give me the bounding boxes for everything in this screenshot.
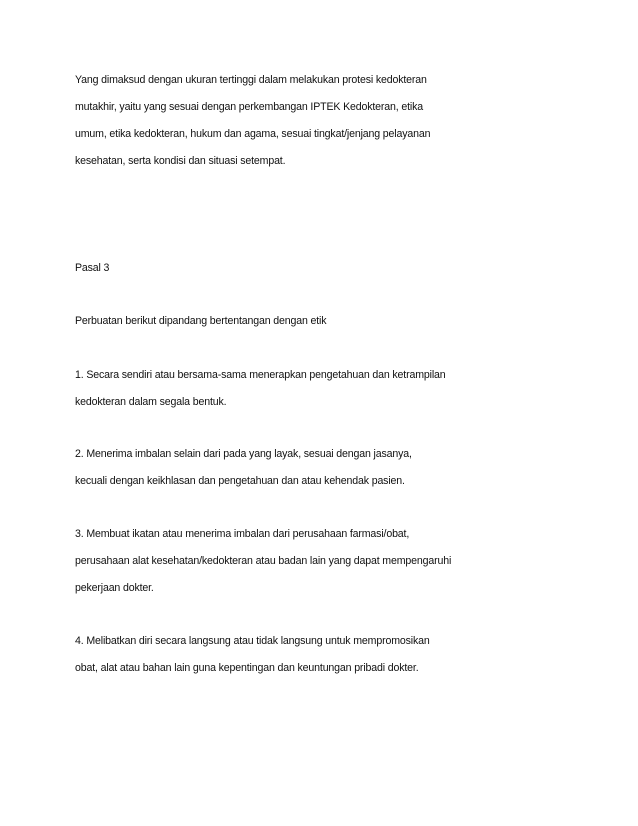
list-item-line: obat, alat atau bahan lain guna kepentingan dan keuntungan pribadi dokter.	[75, 662, 419, 674]
list-item-line: pekerjaan dokter.	[75, 582, 154, 594]
intro-line: umum, etika kedokteran, hukum dan agama, sesuai tingkat/jenjang pelayanan	[75, 128, 431, 140]
list-item-line: 3. Membuat ikatan atau menerima imbalan dari perusahaan farmasi/obat,	[75, 528, 410, 540]
list-item-line: kedokteran dalam segala bentuk.	[75, 396, 227, 408]
intro-line: mutakhir, yaitu yang sesuai dengan perkembangan IPTEK Kedokteran, etika	[75, 101, 423, 113]
list-item-line: 4. Melibatkan diri secara langsung atau tidak langsung untuk mempromosikan	[75, 635, 430, 647]
list-item-line: perusahaan alat kesehatan/kedokteran atau badan lain yang dapat mempengaruhi	[75, 555, 452, 567]
section-intro: Perbuatan berikut dipandang bertentangan dengan etik	[75, 315, 327, 327]
section-heading: Pasal 3	[75, 262, 110, 274]
list-item-line: 2. Menerima imbalan selain dari pada yang layak, sesuai dengan jasanya,	[75, 448, 412, 460]
list-item-line: kecuali dengan keikhlasan dan pengetahuan dan atau kehendak pasien.	[75, 475, 405, 487]
list-item-line: 1. Secara sendiri atau bersama-sama menerapkan pengetahuan dan ketrampilan	[75, 369, 446, 381]
intro-line: Yang dimaksud dengan ukuran tertinggi dalam melakukan protesi kedokteran	[75, 74, 427, 86]
intro-line: kesehatan, serta kondisi dan situasi setempat.	[75, 155, 286, 167]
